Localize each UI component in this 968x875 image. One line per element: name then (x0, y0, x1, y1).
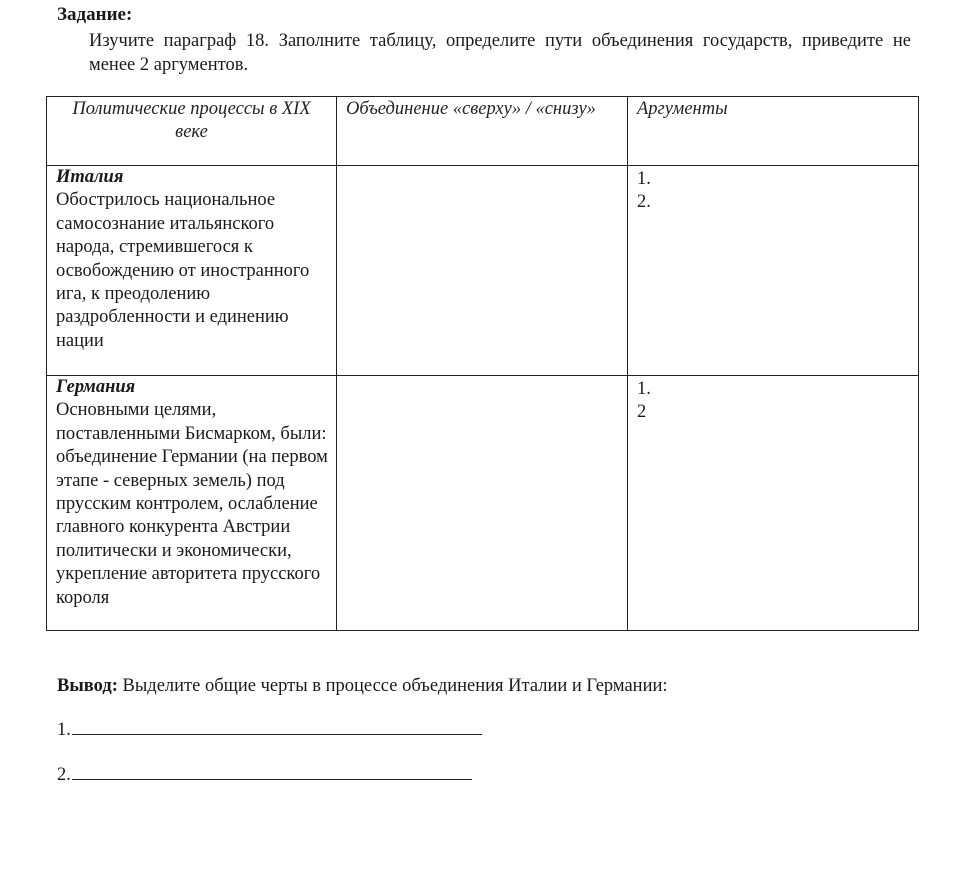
task-instructions: Изучите параграф 18. Заполните таблицу, определите пути объединения государств, приведите не менее 2 аргументов. (89, 31, 911, 75)
process-description-germany: Основными целями, поставленными Бисмарком, были: объединение Германии (на первом этапе - северных земель) под прусским контролем, ослабление главного конкурента Австрии политически и экономически, укрепление авторитета прусского короля (56, 400, 328, 608)
arguments-cell-germany[interactable] (628, 376, 919, 631)
arguments-cell-italy[interactable] (628, 166, 919, 376)
argument-number: 1. (637, 379, 651, 399)
process-cell-germany (47, 376, 337, 631)
table-row-germany (47, 376, 919, 631)
conclusion-text: Выделите общие черты в процессе объединения Италии и Германии: (117, 676, 668, 696)
header-arguments: Аргументы (628, 97, 919, 166)
process-cell-italy (47, 166, 337, 376)
unification-cell-italy[interactable] (337, 166, 628, 376)
table-row-italy (47, 166, 919, 376)
table-header-row (47, 97, 919, 166)
argument-number: 2 (637, 402, 647, 423)
task-heading: Задание: (57, 4, 133, 25)
country-name-italy: Италия (56, 167, 124, 187)
header-political-processes: Политические процессы в XIX веке (47, 97, 337, 166)
header-unification-type: Объединение «сверху» / «снизу» (337, 97, 628, 166)
answer-underline (72, 778, 472, 780)
process-description-italy: Обострилось национальное самосознание итальянского народа, стремившегося к освобождению от иностранного ига, к преодолению раздробленности и единению нации (56, 190, 310, 351)
answer-underline (72, 733, 482, 735)
argument-number: 2. (637, 192, 651, 213)
answer-line-1[interactable] (57, 720, 482, 741)
conclusion-label: Вывод: (57, 676, 118, 696)
country-name-germany: Германия (56, 377, 136, 397)
answer-number: 2. (57, 765, 71, 785)
unification-cell-germany[interactable] (337, 376, 628, 631)
unification-table (46, 96, 919, 631)
answer-number: 1. (57, 720, 71, 740)
conclusion-prompt (57, 676, 668, 697)
argument-number: 1. (637, 169, 651, 189)
answer-line-2[interactable] (57, 765, 472, 786)
